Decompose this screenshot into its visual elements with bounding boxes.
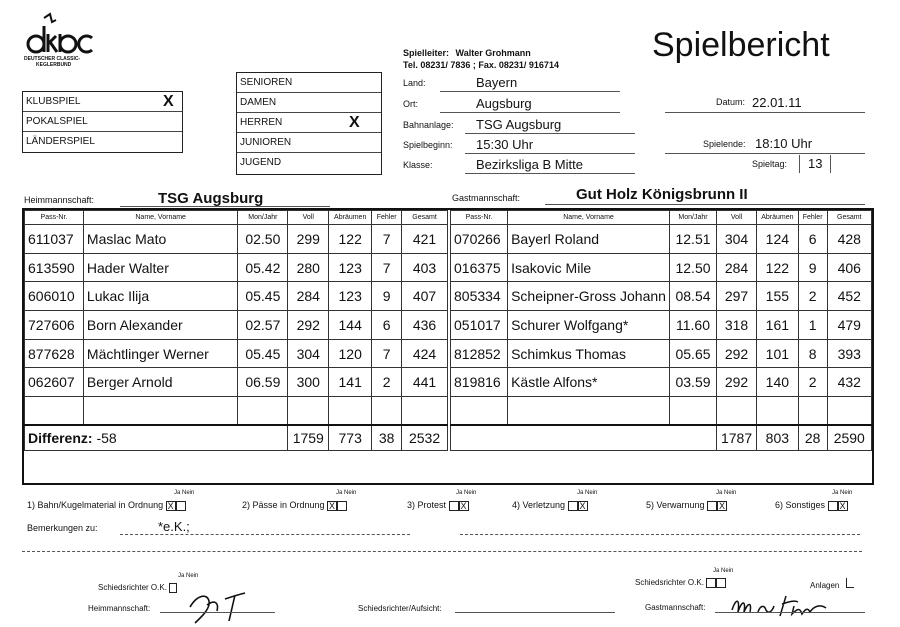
player-name-cell: Maslac Mato bbox=[83, 225, 238, 254]
diff-label: Differenz: bbox=[28, 429, 93, 446]
ja-nein-caption: Ja Nein bbox=[832, 490, 853, 496]
checkbox-ja[interactable]: X bbox=[167, 500, 174, 511]
col-name: Name, Vorname bbox=[83, 211, 238, 225]
mon-jahr-cell: 06.59 bbox=[238, 368, 288, 397]
gesamt-cell: 424 bbox=[402, 339, 448, 368]
player-name-cell: Isakovic Mile bbox=[508, 253, 670, 282]
guest-signature-label: Gastmannschaft: bbox=[645, 603, 706, 612]
table-row bbox=[451, 225, 872, 254]
table-row bbox=[451, 282, 872, 311]
table-row bbox=[25, 368, 448, 397]
mon-jahr-cell: 08.54 bbox=[669, 282, 716, 311]
question-paesse bbox=[242, 500, 347, 511]
pass-nr-cell: 016375 bbox=[451, 253, 508, 282]
question-verletzung bbox=[512, 500, 588, 511]
player-name-cell: Schurer Wolfgang* bbox=[508, 311, 670, 340]
ja-nein-caption: Ja Nein bbox=[577, 490, 598, 496]
abraeumen-cell: 122 bbox=[757, 253, 799, 282]
guest-totals-row bbox=[451, 425, 872, 451]
question-label: 6) Sonstiges bbox=[775, 500, 826, 510]
checkbox-nein[interactable]: X bbox=[839, 500, 846, 511]
datum-value: 22.01.11 bbox=[752, 95, 802, 110]
category-label: SENIOREN bbox=[240, 77, 293, 88]
datum-label: Datum: bbox=[716, 97, 746, 107]
fehler-cell: 8 bbox=[798, 339, 827, 368]
home-table-header bbox=[25, 211, 448, 225]
guest-total-fehler: 28 bbox=[798, 425, 827, 451]
fehler-cell: 6 bbox=[798, 225, 827, 254]
table-row bbox=[451, 253, 872, 282]
bahnanlage-value: TSG Augsburg bbox=[476, 117, 562, 132]
voll-cell: 304 bbox=[717, 225, 757, 254]
question-label: 2) Pässe in Ordnung bbox=[242, 500, 325, 510]
spielende-label: Spielende: bbox=[703, 139, 746, 149]
abraeumen-cell: 123 bbox=[329, 282, 372, 311]
spielleiter bbox=[403, 48, 531, 58]
fehler-cell: 7 bbox=[372, 225, 402, 254]
table-row bbox=[25, 225, 448, 254]
pass-nr-cell: 812852 bbox=[451, 339, 508, 368]
voll-cell: 297 bbox=[717, 282, 757, 311]
ja-nein-caption: Ja Nein bbox=[716, 490, 737, 496]
gesamt-cell: 436 bbox=[402, 311, 448, 340]
gesamt-cell: 406 bbox=[827, 253, 871, 282]
klasse-value: Bezirksliga B Mitte bbox=[476, 157, 583, 172]
abraeumen-cell: 101 bbox=[757, 339, 799, 368]
home-referee-ok bbox=[98, 583, 177, 593]
logo-subtitle-1: DEUTSCHER CLASSIC- bbox=[24, 56, 81, 62]
voll-cell: 284 bbox=[717, 253, 757, 282]
guest-total-voll: 1787 bbox=[717, 425, 757, 451]
referee-ok-label: Schiedsrichter O.K. bbox=[635, 578, 704, 588]
question-protest bbox=[407, 500, 469, 511]
question-verwarnung bbox=[646, 500, 727, 511]
spieltag-label: Spieltag: bbox=[752, 159, 788, 169]
question-label: 4) Verletzung bbox=[512, 500, 566, 510]
category-senioren bbox=[237, 73, 381, 93]
voll-cell: 292 bbox=[717, 368, 757, 397]
pass-nr-cell: 819816 bbox=[451, 368, 508, 397]
gesamt-cell: 428 bbox=[827, 225, 871, 254]
col-fehler: Fehler bbox=[798, 211, 827, 225]
match-type-pokalspiel bbox=[23, 112, 182, 132]
pass-nr-cell: 070266 bbox=[451, 225, 508, 254]
voll-cell: 304 bbox=[288, 339, 329, 368]
gesamt-cell: 393 bbox=[827, 339, 871, 368]
voll-cell: 280 bbox=[288, 253, 329, 282]
ort-label: Ort: bbox=[403, 99, 418, 109]
mon-jahr-cell: 12.50 bbox=[669, 253, 716, 282]
abraeumen-cell: 140 bbox=[757, 368, 799, 397]
anlagen bbox=[810, 578, 854, 590]
category-label: JUGEND bbox=[240, 157, 282, 168]
ja-nein-caption: Ja Nein bbox=[178, 573, 199, 579]
checkbox-ja[interactable] bbox=[169, 583, 177, 593]
fehler-cell: 2 bbox=[798, 282, 827, 311]
mon-jahr-cell: 11.60 bbox=[669, 311, 716, 340]
guest-team-label: Gastmannschaft: bbox=[452, 193, 521, 203]
abraeumen-cell: 120 bbox=[329, 339, 372, 368]
player-name-cell: Hader Walter bbox=[83, 253, 238, 282]
fehler-cell: 2 bbox=[372, 368, 402, 397]
voll-cell: 284 bbox=[288, 282, 329, 311]
dkbc-logo bbox=[22, 12, 100, 70]
pass-nr-cell: 727606 bbox=[25, 311, 84, 340]
question-label: 3) Protest bbox=[407, 500, 447, 510]
abraeumen-cell: 144 bbox=[329, 311, 372, 340]
player-name-cell: Born Alexander bbox=[83, 311, 238, 340]
player-name-cell: Schimkus Thomas bbox=[508, 339, 670, 368]
player-name-cell: Bayerl Roland bbox=[508, 225, 670, 254]
guest-rows bbox=[451, 225, 872, 397]
home-team-name: TSG Augsburg bbox=[158, 190, 264, 207]
table-row bbox=[451, 397, 872, 425]
abraeumen-cell: 124 bbox=[757, 225, 799, 254]
col-name: Name, Vorname bbox=[508, 211, 670, 225]
player-name-cell: Scheipner-Gross Johann bbox=[508, 282, 670, 311]
guest-total-gesamt: 2590 bbox=[827, 425, 871, 451]
table-row bbox=[25, 253, 448, 282]
remarks-label: Bemerkungen zu: bbox=[27, 523, 98, 533]
category-damen bbox=[237, 93, 381, 113]
land-value: Bayern bbox=[476, 75, 518, 90]
fehler-cell: 2 bbox=[798, 368, 827, 397]
col-fehler: Fehler bbox=[372, 211, 402, 225]
fehler-cell: 9 bbox=[372, 282, 402, 311]
referee-signature-label: Schiedsrichter/Aufsicht: bbox=[358, 604, 442, 613]
ja-nein-caption: Ja Nein bbox=[713, 568, 734, 574]
mon-jahr-cell: 02.50 bbox=[238, 225, 288, 254]
match-type-label: LÄNDERSPIEL bbox=[26, 136, 95, 147]
checkbox-ja[interactable] bbox=[706, 578, 716, 588]
player-name-cell: Mächtlinger Werner bbox=[83, 339, 238, 368]
home-score-table bbox=[24, 210, 448, 451]
table-row bbox=[451, 368, 872, 397]
abraeumen-cell: 122 bbox=[329, 225, 372, 254]
gesamt-cell: 403 bbox=[402, 253, 448, 282]
checkbox-ja[interactable] bbox=[449, 501, 459, 511]
voll-cell: 300 bbox=[288, 368, 329, 397]
land-label: Land: bbox=[403, 78, 426, 88]
question-label: 5) Verwarnung bbox=[646, 500, 705, 510]
page-title: Spielbericht bbox=[652, 26, 830, 64]
checkbox-ja[interactable] bbox=[707, 501, 717, 511]
voll-cell: 318 bbox=[717, 311, 757, 340]
mon-jahr-cell: 05.65 bbox=[669, 339, 716, 368]
pass-nr-cell: 611037 bbox=[25, 225, 84, 254]
fehler-cell: 6 bbox=[372, 311, 402, 340]
match-type-klubspiel bbox=[23, 92, 182, 112]
voll-cell: 292 bbox=[288, 311, 329, 340]
table-row bbox=[451, 311, 872, 340]
abraeumen-cell: 161 bbox=[757, 311, 799, 340]
match-type-box bbox=[22, 91, 183, 153]
anlagen-field[interactable] bbox=[846, 578, 854, 588]
pass-nr-cell: 062607 bbox=[25, 368, 84, 397]
match-type-mark: X bbox=[163, 93, 174, 110]
abraeumen-cell: 141 bbox=[329, 368, 372, 397]
home-totals-row bbox=[25, 425, 448, 451]
player-name-cell: Kästle Alfons* bbox=[508, 368, 670, 397]
checkbox-nein[interactable] bbox=[716, 578, 726, 588]
col-monjahr: Mon/Jahr bbox=[669, 211, 716, 225]
pass-nr-cell: 805334 bbox=[451, 282, 508, 311]
guest-team-name: Gut Holz Königsbrunn II bbox=[576, 186, 748, 203]
checkbox-ja[interactable]: X bbox=[329, 500, 336, 511]
home-signature-label: Heimmannschaft: bbox=[88, 604, 151, 613]
category-box bbox=[236, 72, 382, 175]
ja-nein-caption: Ja Nein bbox=[336, 490, 357, 496]
spielbeginn-value: 15:30 Uhr bbox=[476, 137, 534, 152]
table-row bbox=[451, 339, 872, 368]
col-gesamt: Gesamt bbox=[827, 211, 871, 225]
question-material bbox=[27, 500, 186, 511]
question-label: 1) Bahn/Kugelmaterial in Ordnung bbox=[27, 500, 164, 510]
category-label: DAMEN bbox=[240, 97, 277, 108]
fehler-cell: 7 bbox=[372, 253, 402, 282]
spielleiter-label: Spielleiter: bbox=[403, 48, 450, 58]
spieltag-value: 13 bbox=[808, 156, 823, 171]
category-label: HERREN bbox=[240, 117, 283, 128]
home-total-voll: 1759 bbox=[288, 425, 329, 451]
checkbox-nein[interactable] bbox=[176, 501, 186, 511]
home-signature bbox=[185, 585, 265, 625]
col-pass: Pass-Nr. bbox=[451, 211, 508, 225]
player-name-cell: Berger Arnold bbox=[83, 368, 238, 397]
question-sonstiges bbox=[775, 500, 848, 511]
spielende-value: 18:10 Uhr bbox=[755, 136, 813, 151]
checkbox-nein[interactable]: X bbox=[719, 500, 726, 511]
table-row bbox=[25, 282, 448, 311]
guest-referee-ok bbox=[635, 578, 726, 588]
gesamt-cell: 421 bbox=[402, 225, 448, 254]
match-type-laenderspiel bbox=[23, 132, 182, 152]
home-rows bbox=[25, 225, 448, 397]
mon-jahr-cell: 02.57 bbox=[238, 311, 288, 340]
category-label: JUNIOREN bbox=[240, 137, 292, 148]
home-total-fehler: 38 bbox=[372, 425, 402, 451]
voll-cell: 299 bbox=[288, 225, 329, 254]
diff-value: -58 bbox=[96, 429, 117, 446]
col-voll: Voll bbox=[717, 211, 757, 225]
ort-value: Augsburg bbox=[476, 96, 532, 111]
logo-subtitle-2: KEGLERBUND bbox=[36, 62, 72, 68]
spielleiter-name: Walter Grohmann bbox=[455, 48, 531, 58]
bahnanlage-label: Bahnanlage: bbox=[403, 120, 454, 130]
checkbox-nein[interactable]: X bbox=[460, 500, 467, 511]
match-type-label: POKALSPIEL bbox=[26, 116, 88, 127]
fehler-cell: 7 bbox=[372, 339, 402, 368]
mon-jahr-cell: 05.42 bbox=[238, 253, 288, 282]
fehler-cell: 9 bbox=[798, 253, 827, 282]
voll-cell: 292 bbox=[717, 339, 757, 368]
col-voll: Voll bbox=[288, 211, 329, 225]
pass-nr-cell: 613590 bbox=[25, 253, 84, 282]
col-pass: Pass-Nr. bbox=[25, 211, 84, 225]
guest-table-header bbox=[451, 211, 872, 225]
category-jugend bbox=[237, 153, 381, 173]
col-gesamt: Gesamt bbox=[402, 211, 448, 225]
checkbox-ja[interactable] bbox=[828, 501, 838, 511]
spielleiter-contact: Tel. 08231/ 7836 ; Fax. 08231/ 916714 bbox=[403, 60, 559, 70]
guest-total-abraeumen: 803 bbox=[757, 425, 799, 451]
home-total-abraeumen: 773 bbox=[329, 425, 372, 451]
col-abraeumen: Abräumen bbox=[329, 211, 372, 225]
table-row bbox=[25, 397, 448, 425]
abraeumen-cell: 123 bbox=[329, 253, 372, 282]
category-herren bbox=[237, 113, 381, 133]
gesamt-cell: 407 bbox=[402, 282, 448, 311]
col-abraeumen: Abräumen bbox=[757, 211, 799, 225]
category-mark: X bbox=[349, 114, 360, 131]
gesamt-cell: 479 bbox=[827, 311, 871, 340]
referee-ok-label: Schiedsrichter O.K. bbox=[98, 583, 167, 593]
table-row bbox=[25, 311, 448, 340]
gesamt-cell: 441 bbox=[402, 368, 448, 397]
mon-jahr-cell: 12.51 bbox=[669, 225, 716, 254]
pass-nr-cell: 051017 bbox=[451, 311, 508, 340]
spielbeginn-label: Spielbeginn: bbox=[403, 140, 453, 150]
klasse-label: Klasse: bbox=[403, 160, 433, 170]
home-team-label: Heimmannschaft: bbox=[24, 195, 95, 205]
match-type-label: KLUBSPIEL bbox=[26, 96, 81, 107]
anlagen-label: Anlagen bbox=[810, 581, 840, 590]
guest-signature bbox=[728, 590, 838, 620]
gesamt-cell: 452 bbox=[827, 282, 871, 311]
ja-nein-caption: Ja Nein bbox=[456, 490, 477, 496]
checkbox-nein[interactable] bbox=[337, 501, 347, 511]
abraeumen-cell: 155 bbox=[757, 282, 799, 311]
checkbox-nein[interactable]: X bbox=[579, 500, 586, 511]
mon-jahr-cell: 03.59 bbox=[669, 368, 716, 397]
mon-jahr-cell: 05.45 bbox=[238, 282, 288, 311]
table-row bbox=[25, 339, 448, 368]
col-monjahr: Mon/Jahr bbox=[238, 211, 288, 225]
remarks-text: *e.K.; bbox=[158, 519, 190, 534]
home-total-gesamt: 2532 bbox=[402, 425, 448, 451]
gesamt-cell: 432 bbox=[827, 368, 871, 397]
guest-score-table bbox=[450, 210, 872, 451]
checkbox-ja[interactable] bbox=[568, 501, 578, 511]
player-name-cell: Lukac Ilija bbox=[83, 282, 238, 311]
pass-nr-cell: 606010 bbox=[25, 282, 84, 311]
category-junioren bbox=[237, 133, 381, 153]
pass-nr-cell: 877628 bbox=[25, 339, 84, 368]
ja-nein-caption: Ja Nein bbox=[174, 490, 195, 496]
mon-jahr-cell: 05.45 bbox=[238, 339, 288, 368]
fehler-cell: 1 bbox=[798, 311, 827, 340]
